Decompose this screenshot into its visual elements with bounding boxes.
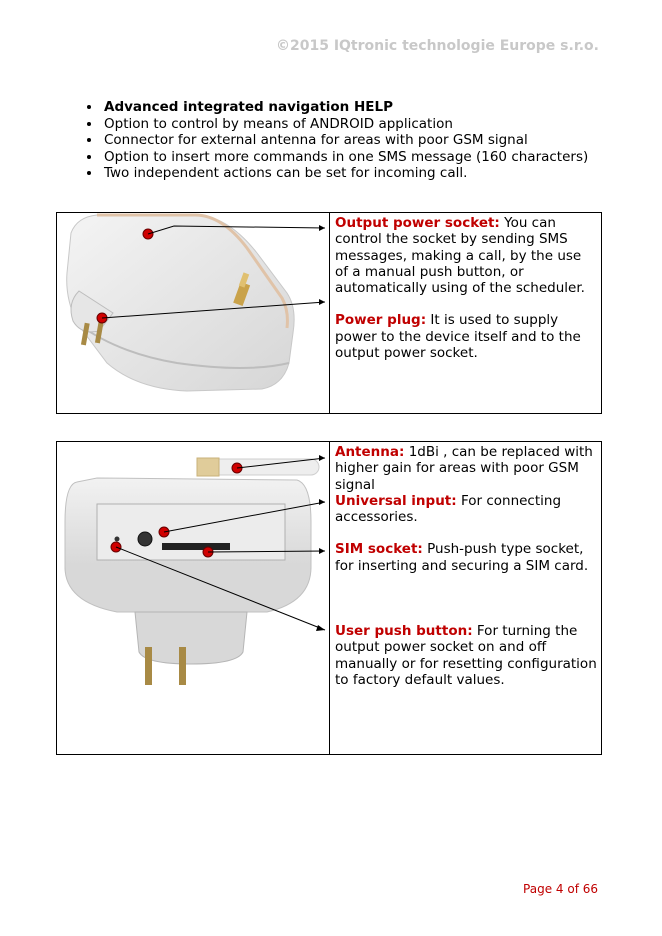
plug-pin — [179, 647, 186, 685]
device-bottom-illustration — [57, 442, 329, 748]
user-button-description — [335, 623, 597, 688]
user-button-hole — [115, 537, 120, 542]
device-base — [65, 567, 311, 612]
device-bottom-photo-cell — [57, 442, 330, 755]
arrowhead-icon — [316, 625, 325, 631]
power-plug-text: It is used to supply power to the device itself and to the output power socket. — [335, 312, 581, 362]
device-side-illustration — [57, 213, 329, 407]
feature-item: • Two independent actions can be set for incoming call. — [102, 165, 588, 182]
device-body — [67, 215, 294, 391]
power-plug-description — [335, 312, 597, 361]
feature-item: • Option to insert more commands in one SMS message (160 characters) — [102, 149, 588, 166]
device-bottom-view-table — [56, 441, 602, 755]
universal-input-jack — [138, 532, 152, 546]
universal-input-text: For connecting accessories. — [335, 492, 562, 526]
universal-input-description — [335, 493, 597, 526]
feature-item: • Option to control by means of ANDROID application — [102, 116, 588, 133]
page-number: Page 4 of 66 — [523, 882, 598, 896]
device-side-description — [330, 213, 602, 414]
arrowhead-icon — [319, 225, 325, 231]
feature-list — [82, 99, 588, 182]
antenna-title: Antenna: — [335, 444, 405, 460]
plug-pin — [145, 647, 152, 685]
device-side-view-table — [56, 212, 602, 414]
arrowhead-icon — [319, 548, 325, 554]
sim-socket-description — [335, 541, 597, 574]
user-button-text: For turning the output power socket on and off manually or for resetting configuration to factory default values. — [335, 623, 597, 688]
page-header-copyright: ©2015 IQtronic technologie Europe s.r.o. — [275, 38, 599, 54]
antenna-description — [335, 444, 597, 493]
arrowhead-icon — [319, 499, 325, 505]
device-bottom-description — [330, 442, 602, 755]
device-side-photo-cell — [57, 213, 330, 414]
output-socket-title: Output power socket: — [335, 215, 500, 231]
sim-slot — [162, 543, 230, 550]
power-plug-title: Power plug: — [335, 312, 427, 329]
user-button-title: User push button: — [335, 623, 473, 640]
feature-item: • Advanced integrated navigation HELP — [102, 99, 588, 116]
output-socket-description — [335, 215, 597, 296]
output-socket-text: You can control the socket by sending SMS messages, making a call, by the use of a manual push button, or automatically using of the scheduler. — [335, 215, 585, 297]
arrowhead-icon — [319, 455, 325, 461]
sim-socket-title: SIM socket: — [335, 541, 423, 558]
feature-item: • Connector for external antenna for areas with poor GSM signal — [102, 132, 588, 149]
arrowhead-icon — [319, 299, 325, 305]
universal-input-title: Universal input: — [335, 492, 457, 509]
sim-socket-text: Push-push type socket, for inserting and securing a SIM card. — [335, 541, 589, 574]
antenna-text: 1dBi , can be replaced with higher gain for areas with poor GSM signal — [335, 444, 593, 493]
